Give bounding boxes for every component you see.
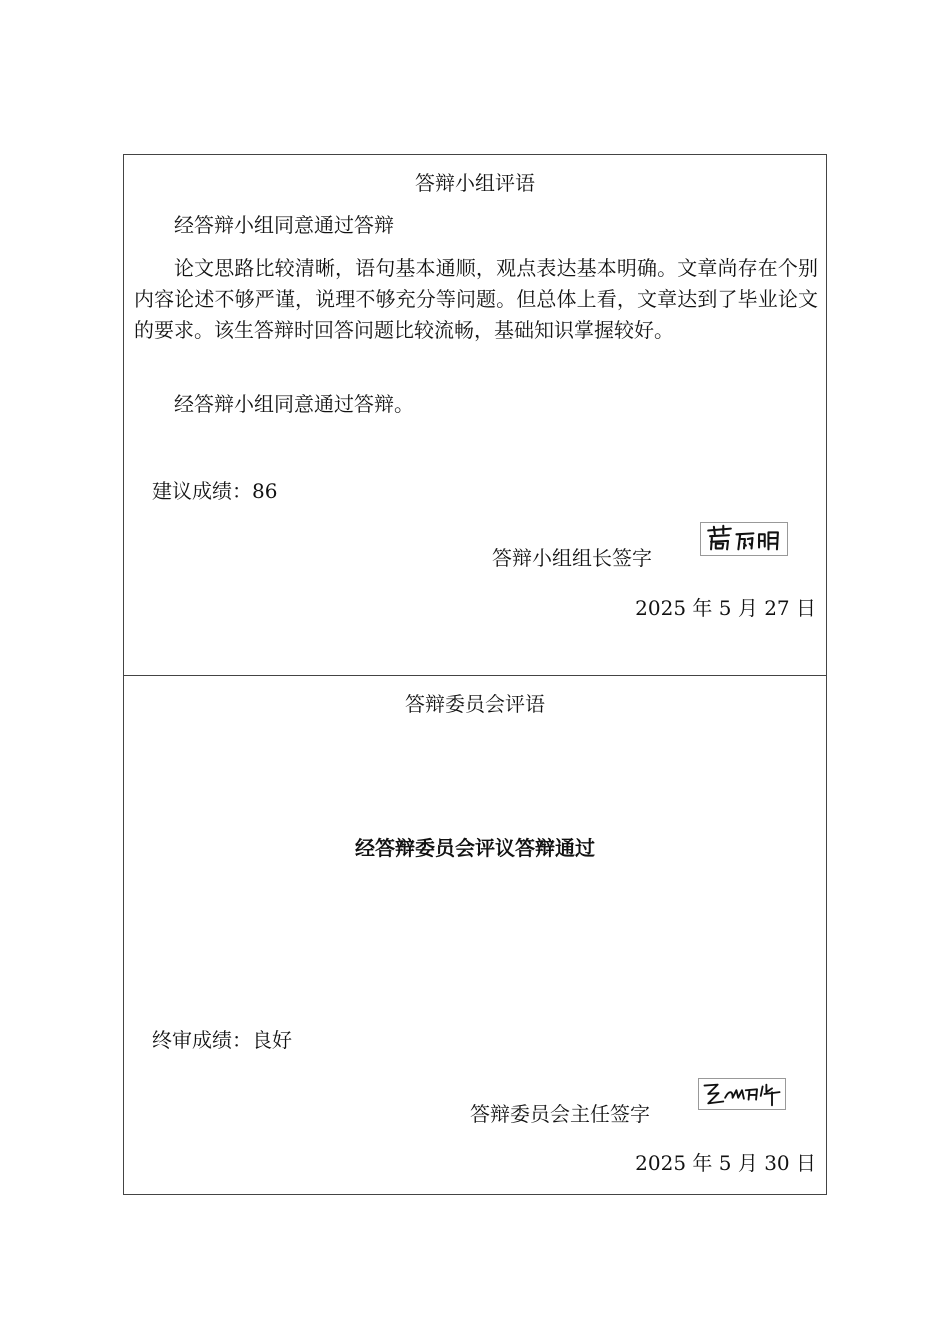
defense-group-section <box>124 155 826 676</box>
committee-chair-signature-label: 答辩委员会主任签字 <box>470 1102 650 1126</box>
group-approval-line-2: 经答辩小组同意通过答辩。 <box>174 392 414 416</box>
defense-evaluation-form <box>123 154 827 1195</box>
committee-chair-signature-image <box>698 1078 786 1110</box>
committee-sign-date: 2025 年 5 月 30 日 <box>635 1151 816 1175</box>
defense-committee-section <box>124 676 826 1194</box>
suggested-grade-label: 建议成绩： <box>152 479 252 503</box>
group-approval-line: 经答辩小组同意通过答辩 <box>174 213 394 237</box>
handwritten-signature-icon <box>699 1079 785 1109</box>
final-grade-value: 良好 <box>252 1028 292 1052</box>
suggested-grade <box>152 475 277 504</box>
handwritten-signature-icon <box>701 523 787 555</box>
group-comment: 论文思路比较清晰，语句基本通顺，观点表达基本明确。文章尚存在个别内容论述不够严谨，说理不够充分等问题。但总体上看，文章达到了毕业论文的要求。该生答辩时回答问题比较流畅，基础知识掌握较好。 <box>134 256 818 342</box>
committee-verdict: 经答辩委员会评议答辩通过 <box>355 836 595 860</box>
final-grade-label: 终审成绩： <box>152 1028 252 1052</box>
committee-heading: 答辩委员会评语 <box>405 692 545 716</box>
group-heading: 答辩小组评语 <box>415 171 535 195</box>
final-grade <box>152 1024 292 1053</box>
group-sign-date: 2025 年 5 月 27 日 <box>635 596 816 620</box>
suggested-grade-value: 86 <box>252 479 278 503</box>
group-leader-signature-image <box>700 522 788 556</box>
group-leader-signature-label: 答辩小组组长签字 <box>492 546 652 570</box>
